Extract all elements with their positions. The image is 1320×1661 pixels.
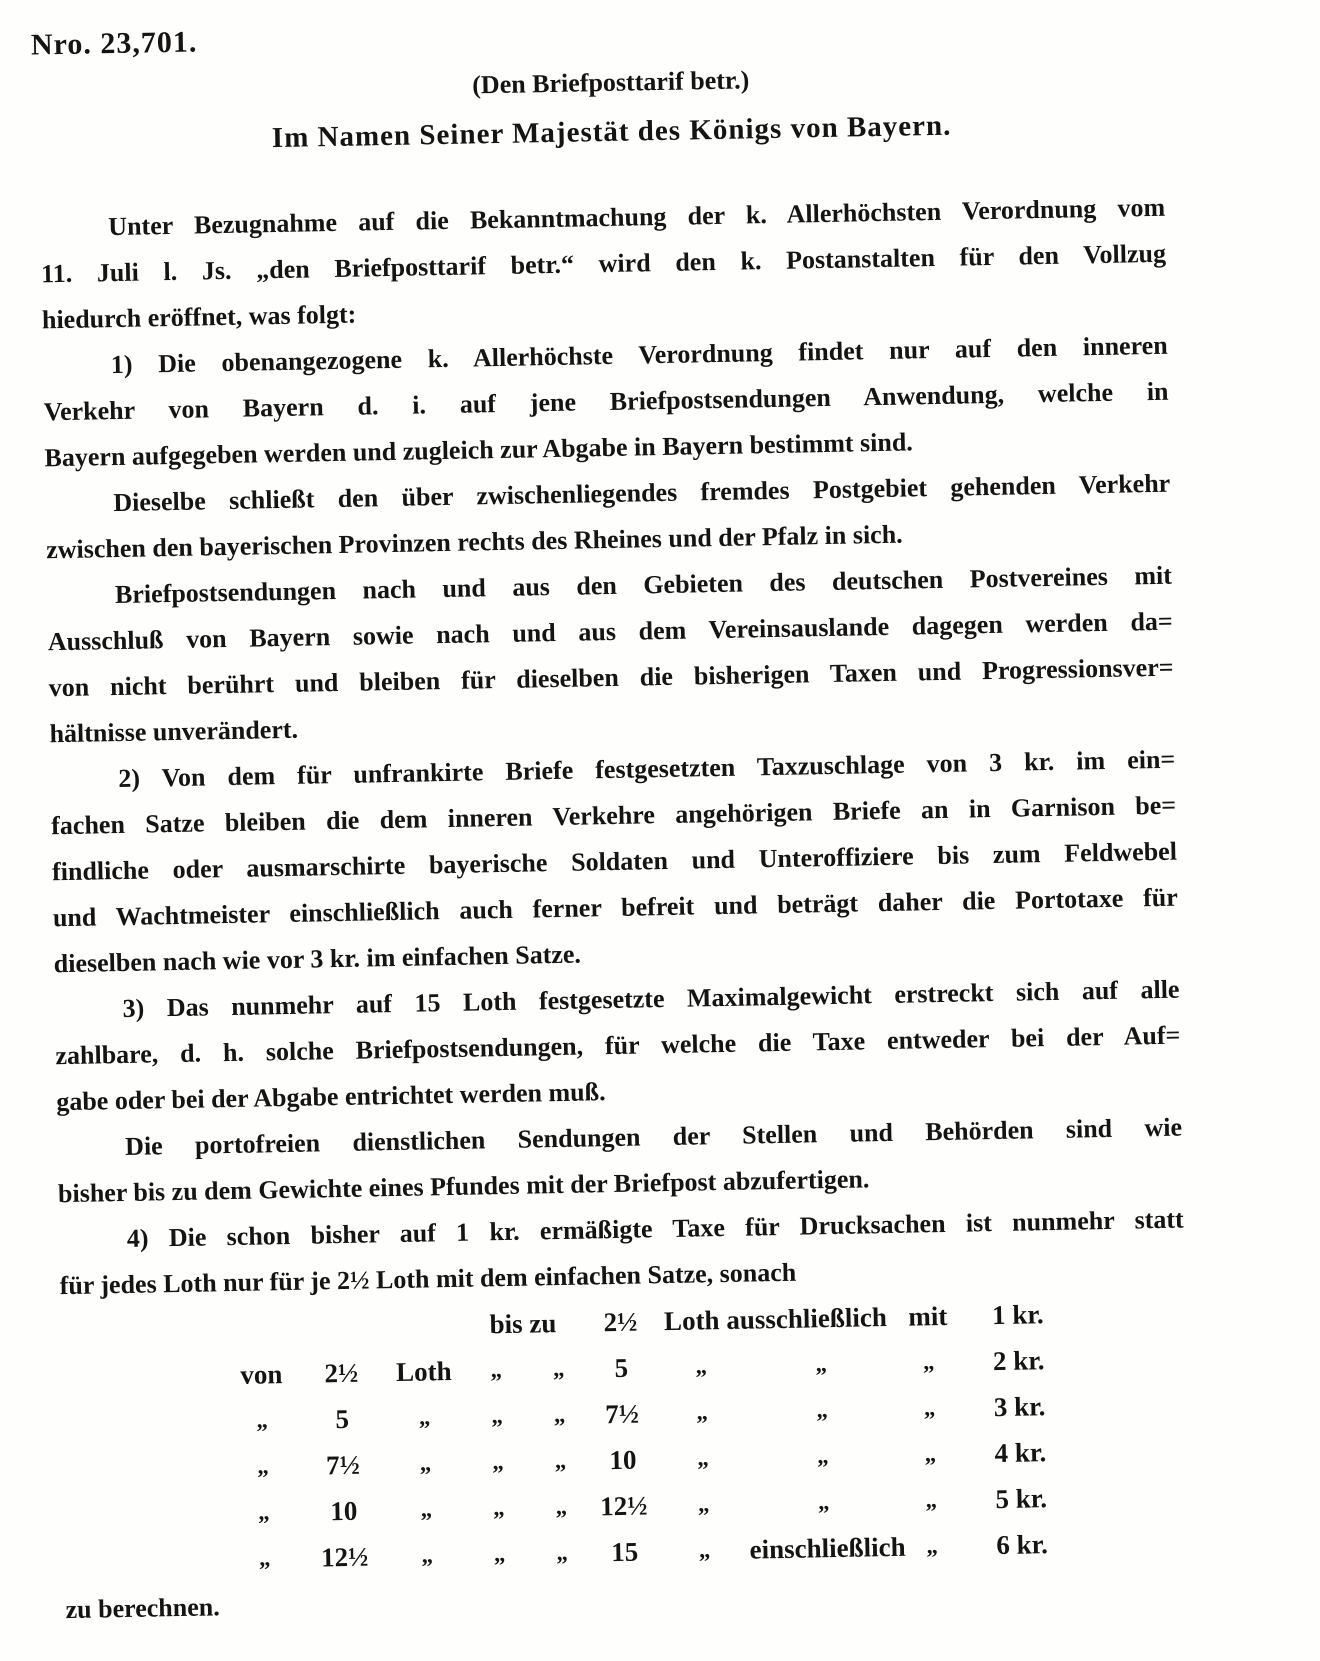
- ditto-mark: „: [698, 1537, 711, 1563]
- ditto-mark: „: [925, 1487, 938, 1513]
- subject-line: (Den Briefposttarif betr.): [471, 65, 750, 100]
- text-line: hältnisse unverändert.: [49, 714, 299, 749]
- ditto-mark: „: [817, 1489, 830, 1515]
- ditto-mark: „: [554, 1447, 567, 1474]
- text-line: 3) Das nunmehr auf 15 Loth festgesetzte Maximalgewicht erstreckt sich auf alle: [122, 974, 1180, 1023]
- text-line: zahlbare, d. h. solche Briefpostsendungen, für welche die Taxe entweder bei der Auf=: [55, 1020, 1181, 1071]
- ditto-mark: „: [696, 1399, 709, 1425]
- ditto-mark: „: [697, 1491, 710, 1517]
- text-line: 11. Juli l. Js. „den Briefposttarif betr.“ wird den k. Postanstalten für den Vollzug: [40, 238, 1167, 289]
- body-text: [40, 185, 1185, 1309]
- paragraph-item-2: [50, 737, 1179, 988]
- text-line: zwischen den bayerischen Provinzen rechts des Rheines und der Pfalz in sich.: [45, 519, 903, 565]
- ditto-mark: „: [553, 1401, 566, 1428]
- tariff-table: [225, 1286, 1320, 1582]
- paragraph-item-1c: [47, 553, 1175, 758]
- ditto-mark: „: [257, 1453, 269, 1479]
- text-line: Ausschluß von Bayern sowie nach und aus dem Vereinsauslande dagegen werden da=: [47, 606, 1173, 657]
- text-line: 2) Von dem für unfrankirte Briefe festgesetzten Taxzuschlage von 3 kr. im ein=: [118, 744, 1176, 794]
- weight-value: 10: [330, 1495, 358, 1527]
- document-number: Nro. 23,701.: [30, 25, 198, 62]
- ditto-mark: „: [420, 1496, 433, 1522]
- text-line: von nicht berührt und bleiben für dieselben die bisherigen Taxen und Progressionsver=: [48, 652, 1174, 703]
- ditto-mark: „: [493, 1541, 506, 1567]
- text-line: 1) Die obenangezogene k. Allerhöchste Verordnung findet nur auf den inneren: [110, 330, 1168, 380]
- ditto-mark: „: [696, 1445, 709, 1471]
- ditto-mark: „: [922, 1349, 935, 1375]
- weight-value: 5: [335, 1403, 350, 1435]
- ditto-mark: „: [924, 1441, 937, 1467]
- unit-exclusive-label: Loth ausschließlich: [663, 1302, 888, 1337]
- ditto-mark: „: [815, 1351, 828, 1377]
- weight-value: 15: [610, 1536, 639, 1568]
- price-value: 3 kr.: [993, 1391, 1046, 1423]
- ditto-mark: „: [556, 1539, 569, 1566]
- price-value: 1 kr.: [991, 1299, 1044, 1331]
- weight-value: 5: [614, 1352, 629, 1384]
- ditto-mark: „: [418, 1404, 431, 1430]
- text-line: Die portofreien dienstlichen Sendungen der Stellen und Behörden sind wie: [124, 1112, 1183, 1161]
- ditto-mark: „: [491, 1449, 504, 1475]
- ditto-mark: „: [257, 1499, 270, 1525]
- weight-value: 7½: [604, 1398, 640, 1430]
- text-line: Briefpostsendungen nach und aus den Gebieten des deutschen Postvereines mit: [114, 560, 1173, 610]
- unit-label: Loth: [395, 1356, 452, 1388]
- paragraph-item-3: [54, 967, 1181, 1126]
- inclusive-label: einschließlich: [749, 1531, 906, 1565]
- ditto-mark: „: [258, 1545, 271, 1571]
- text-line: Bayern aufgegeben werden und zugleich zur Abgabe in Bayern bestimmt sind.: [44, 427, 914, 473]
- text-line: dieselben nach wie vor 3 kr. im einfachen Satze.: [53, 939, 582, 979]
- weight-value: 7½: [325, 1449, 361, 1481]
- text-line: 4) Die schon bisher auf 1 kr. ermäßigte Taxe für Drucksachen ist nunmehr statt: [126, 1204, 1184, 1253]
- text-line: Dieselbe schließt den über zwischenliegendes fremdes Postgebiet gehenden Verkehr: [113, 468, 1171, 518]
- text-line: fachen Satze bleiben die dem inneren Verkehre angehörigen Briefe an in Garnison be=: [50, 790, 1177, 841]
- range-to-label: bis zu: [489, 1308, 557, 1340]
- text-line: bisher bis zu dem Gewichte eines Pfundes mit der Briefpost abzufertigen.: [57, 1164, 870, 1209]
- range-from-label: von: [240, 1359, 283, 1390]
- paragraph-intro: [40, 185, 1167, 344]
- ditto-mark: „: [695, 1353, 708, 1379]
- ditto-mark: „: [552, 1355, 565, 1382]
- text-line: Unter Bezugnahme auf die Bekanntmachung der k. Allerhöchsten Verordnung vom: [108, 192, 1166, 242]
- ditto-mark: „: [491, 1403, 504, 1429]
- text-line: findliche oder ausmarschirte bayerische Soldaten und Unteroffiziere bis zum Feldwebel: [51, 836, 1178, 887]
- price-value: 4 kr.: [994, 1437, 1047, 1469]
- text-line: hiedurch eröffnet, was folgt:: [41, 299, 357, 335]
- ditto-mark: „: [816, 1443, 829, 1469]
- weight-value: 12½: [320, 1541, 369, 1573]
- ditto-mark: „: [421, 1542, 434, 1568]
- weight-value: 12½: [599, 1490, 648, 1522]
- ditto-mark: „: [926, 1533, 939, 1559]
- closing-line: zu berechnen.: [65, 1592, 220, 1625]
- ditto-mark: „: [816, 1397, 829, 1423]
- text-line: und Wachtmeister einschließlich auch ferner befreit und beträgt daher die Portotaxe für: [52, 882, 1179, 933]
- text-line: gabe oder bei der Abgabe entrichtet werden muß.: [56, 1077, 606, 1117]
- price-value: 2 kr.: [992, 1345, 1045, 1377]
- ditto-mark: „: [555, 1493, 568, 1520]
- weight-value: 2½: [324, 1357, 359, 1389]
- weight-value: 2½: [603, 1306, 638, 1338]
- paragraph-item-1: [42, 323, 1169, 482]
- price-value: 6 kr.: [996, 1529, 1049, 1561]
- with-label: mit: [908, 1300, 948, 1332]
- ditto-mark: „: [490, 1357, 503, 1383]
- ditto-mark: „: [419, 1450, 432, 1476]
- text-line: Verkehr von Bayern d. i. auf jene Briefpostsendungen Anwendung, welche in: [43, 376, 1169, 427]
- proclamation-title: Im Namen Seiner Majestät des Königs von Bayern.: [271, 109, 952, 155]
- price-value: 5 kr.: [995, 1483, 1048, 1515]
- text-line: für jedes Loth nur für je 2½ Loth mit dem einfachen Satze, sonach: [59, 1257, 797, 1301]
- ditto-mark: „: [256, 1407, 269, 1433]
- ditto-mark: „: [492, 1495, 505, 1521]
- ditto-mark: „: [923, 1395, 936, 1421]
- weight-value: 10: [609, 1444, 637, 1476]
